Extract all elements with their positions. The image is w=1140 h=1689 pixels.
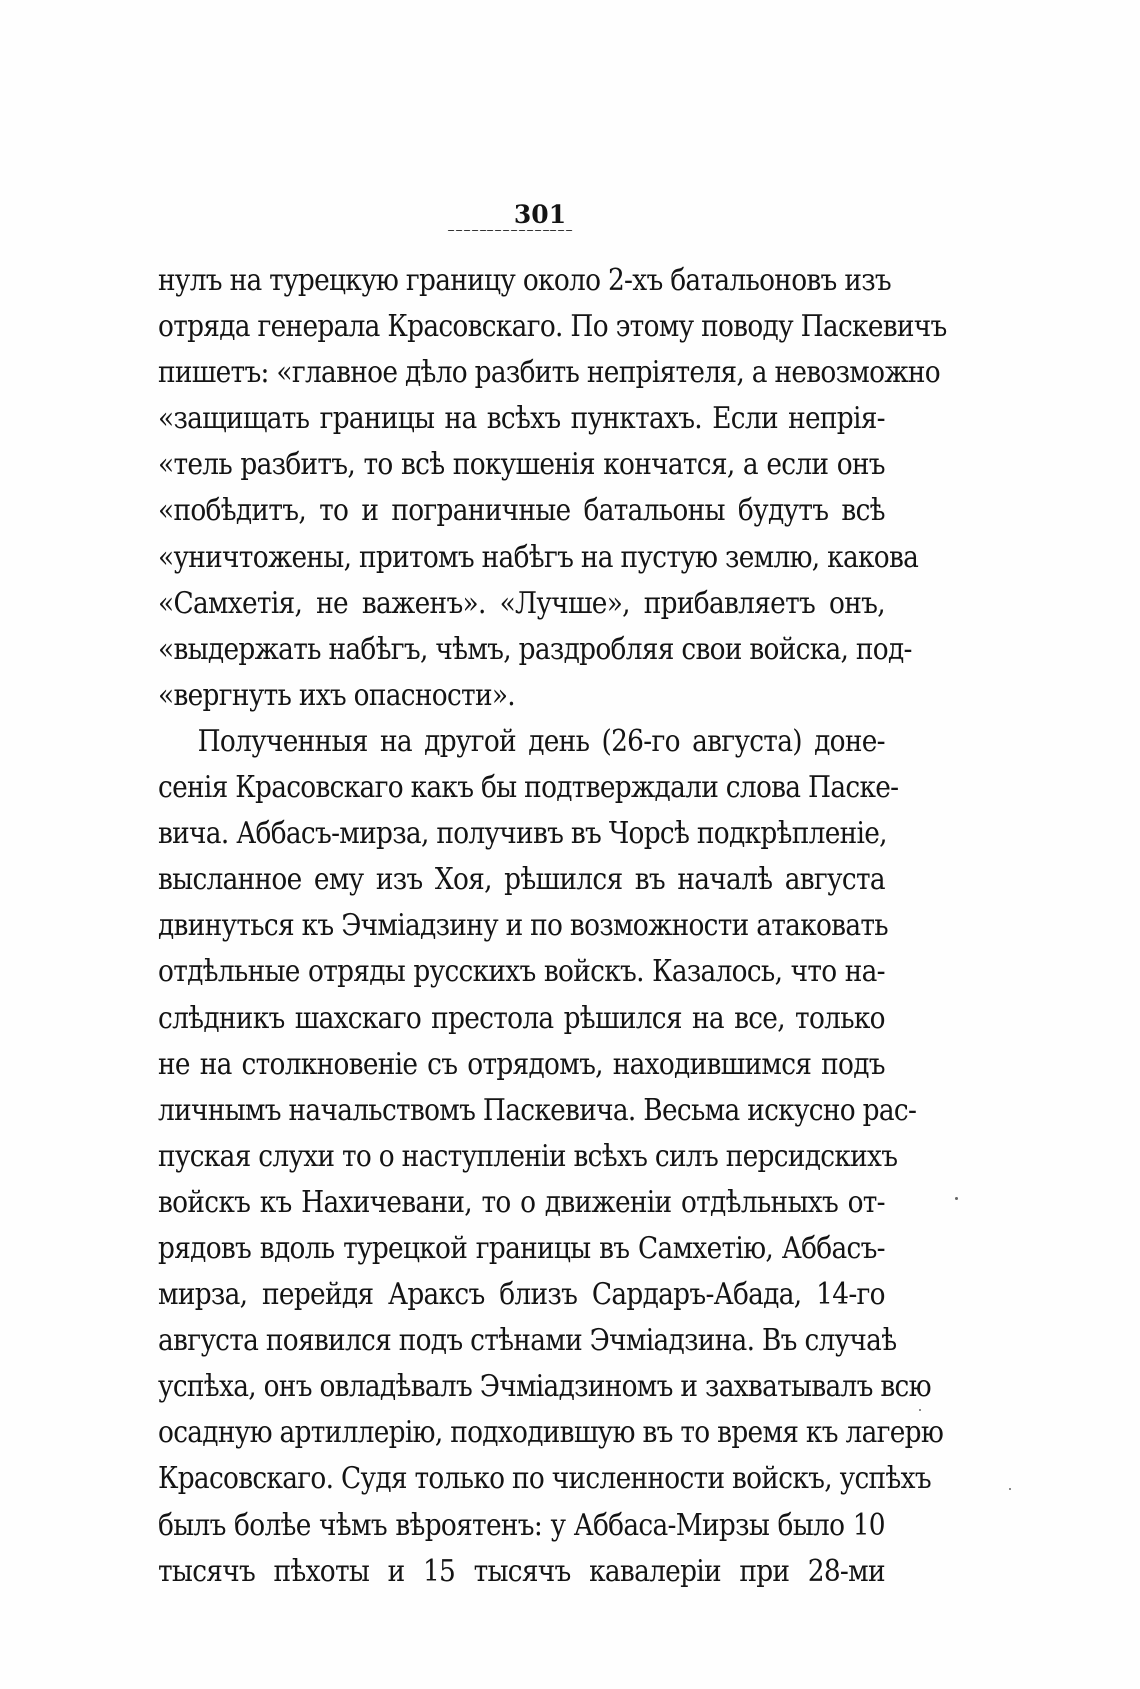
text-line: отряда генерала Красовскаго. По этому поводу Паскевичъ [158, 309, 947, 345]
text-line: двинуться къ Эчміадзину и по возможности атаковать [158, 908, 888, 944]
text-line: Полученныя на другой день (26-го августа) доне- [197, 723, 885, 759]
text-line: «выдержать набѣгъ, чѣмъ, раздробляя свои войска, под- [158, 631, 912, 667]
text-line: личнымъ начальствомъ Паскевича. Весьма искусно рас- [158, 1092, 917, 1128]
body-text [158, 258, 947, 1595]
paragraph-1 [158, 258, 947, 719]
text-line: «уничтожены, притомъ набѣгъ на пустую землю, какова [158, 539, 919, 575]
text-line: «вергнуть ихъ опасности». [158, 677, 515, 713]
scan-speck [919, 1409, 921, 1411]
text-line: вича. Аббасъ-мирза, получивъ въ Чорсѣ подкрѣпленіе, [158, 816, 887, 852]
text-line: слѣдникъ шахскаго престола рѣшился на все, только [158, 1000, 885, 1036]
text-line: нулъ на турецкую границу около 2-хъ батальоновъ изъ [158, 263, 892, 298]
text-line: Красовскаго. Судя только по численности войскъ, успѣхъ [158, 1461, 931, 1497]
text-line: рядовъ вдоль турецкой границы въ Самхетію, Аббасъ- [158, 1230, 885, 1266]
text-line: высланное ему изъ Хоя, рѣшился въ началѣ августа [158, 862, 885, 898]
text-line: «побѣдитъ, то и пограничные батальоны будутъ всѣ [158, 493, 885, 529]
text-line: былъ болѣе чѣмъ вѣроятенъ: у Аббаса-Мирзы было 10 [158, 1507, 885, 1543]
text-line: не на столкновеніе съ отрядомъ, находившимся подъ [158, 1046, 885, 1082]
text-line: мирза, перейдя Араксъ близъ Сардаръ-Абада, 14-го [158, 1277, 885, 1313]
text-line: «защищать границы на всѣхъ пунктахъ. Если непрія- [158, 401, 885, 437]
text-line: отдѣльные отряды русскихъ войскъ. Казалось, что на- [158, 954, 885, 990]
text-line: пишетъ: «главное дѣло разбить непріятеля, а невозможно [158, 355, 940, 391]
scan-speck [1009, 1488, 1011, 1490]
text-line: войскъ къ Нахичевани, то о движеніи отдѣльныхъ от- [158, 1184, 885, 1220]
scan-speck [955, 1197, 958, 1200]
text-line: успѣха, онъ овладѣвалъ Эчміадзиномъ и захватывалъ всю [158, 1369, 931, 1405]
paragraph-2 [158, 719, 944, 1595]
text-line: пуская слухи то о наступленіи всѣхъ силъ персидскихъ [158, 1138, 898, 1174]
text-line: «Самхетія, не важенъ». «Лучше», прибавляетъ онъ, [158, 585, 885, 621]
text-line: сенія Красовскаго какъ бы подтверждали слова Паске- [158, 770, 899, 806]
page-number-ornament [447, 230, 573, 234]
text-line: осадную артиллерію, подходившую въ то время къ лагерю [158, 1415, 944, 1451]
text-line: тысячъ пѣхоты и 15 тысячъ кавалеріи при 28-ми [158, 1553, 885, 1589]
page-number: 301 [513, 200, 567, 229]
text-line: «тель разбитъ, то всѣ покушенія кончатся, а если онъ [158, 447, 885, 483]
text-line: августа появился подъ стѣнами Эчміадзина. Въ случаѣ [158, 1323, 897, 1359]
